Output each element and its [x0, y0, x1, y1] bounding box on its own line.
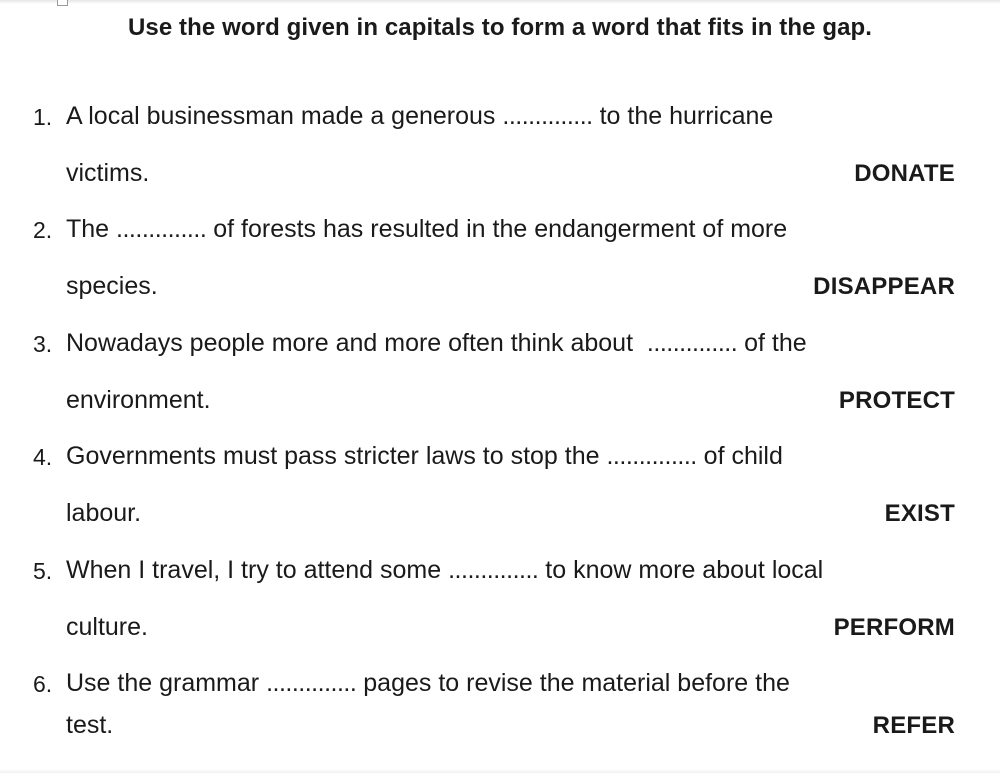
item-sentence: [66, 556, 823, 585]
sentence-end: to the hurricane: [592, 102, 774, 130]
bottom-border: [0, 769, 1000, 773]
answer-gap[interactable]: ..............: [116, 215, 207, 243]
sentence-start: The: [66, 215, 117, 243]
sentence-end: of the: [737, 329, 807, 357]
item-sentence: [66, 329, 807, 358]
sentence-end: pages to revise the material before the: [356, 669, 790, 697]
item-continuation: culture.: [66, 613, 148, 641]
keyword: PERFORM: [833, 614, 955, 641]
item-sentence: [66, 102, 773, 131]
answer-gap[interactable]: ..............: [502, 102, 593, 130]
item-number: 6.: [33, 671, 53, 697]
item-number: 3.: [33, 331, 53, 357]
keyword: PROTECT: [838, 387, 955, 414]
item-continuation: victims.: [66, 159, 150, 187]
keyword: EXIST: [884, 500, 955, 527]
sentence-end: of child: [696, 442, 783, 470]
answer-gap[interactable]: ..............: [448, 556, 539, 584]
item-continuation: environment.: [66, 386, 211, 414]
keyword: DISAPPEAR: [813, 273, 955, 300]
item-continuation: labour.: [66, 499, 142, 527]
sentence-end: of forests has resulted in the endangerment of more: [206, 215, 788, 243]
item-sentence: [66, 215, 787, 244]
keyword: DONATE: [854, 160, 955, 187]
answer-gap[interactable]: ..............: [266, 669, 357, 697]
item-continuation: species.: [66, 272, 158, 300]
item-sentence: [66, 442, 783, 471]
answer-gap[interactable]: ..............: [646, 329, 738, 357]
sentence-start: Use the grammar: [66, 669, 267, 697]
sentence-start: Nowadays people more and more often think about: [66, 329, 647, 357]
instruction-heading: Use the word given in capitals to form a word that fits in the gap.: [127, 14, 873, 41]
answer-gap[interactable]: ..............: [606, 442, 697, 470]
sentence-start: A local businessman made a generous: [66, 102, 503, 130]
item-continuation: test.: [66, 711, 114, 739]
item-number: 2.: [33, 217, 53, 243]
keyword: REFER: [872, 712, 955, 739]
sentence-start: Governments must pass stricter laws to stop the: [66, 442, 607, 470]
top-border: [0, 0, 1000, 4]
item-number: 4.: [33, 444, 53, 470]
item-number: 1.: [33, 104, 53, 130]
top-marker: [57, 0, 68, 6]
sentence-start: When I travel, I try to attend some: [66, 556, 449, 584]
item-number: 5.: [33, 558, 53, 584]
item-sentence: [66, 669, 790, 698]
sentence-end: to know more about local: [538, 556, 824, 584]
